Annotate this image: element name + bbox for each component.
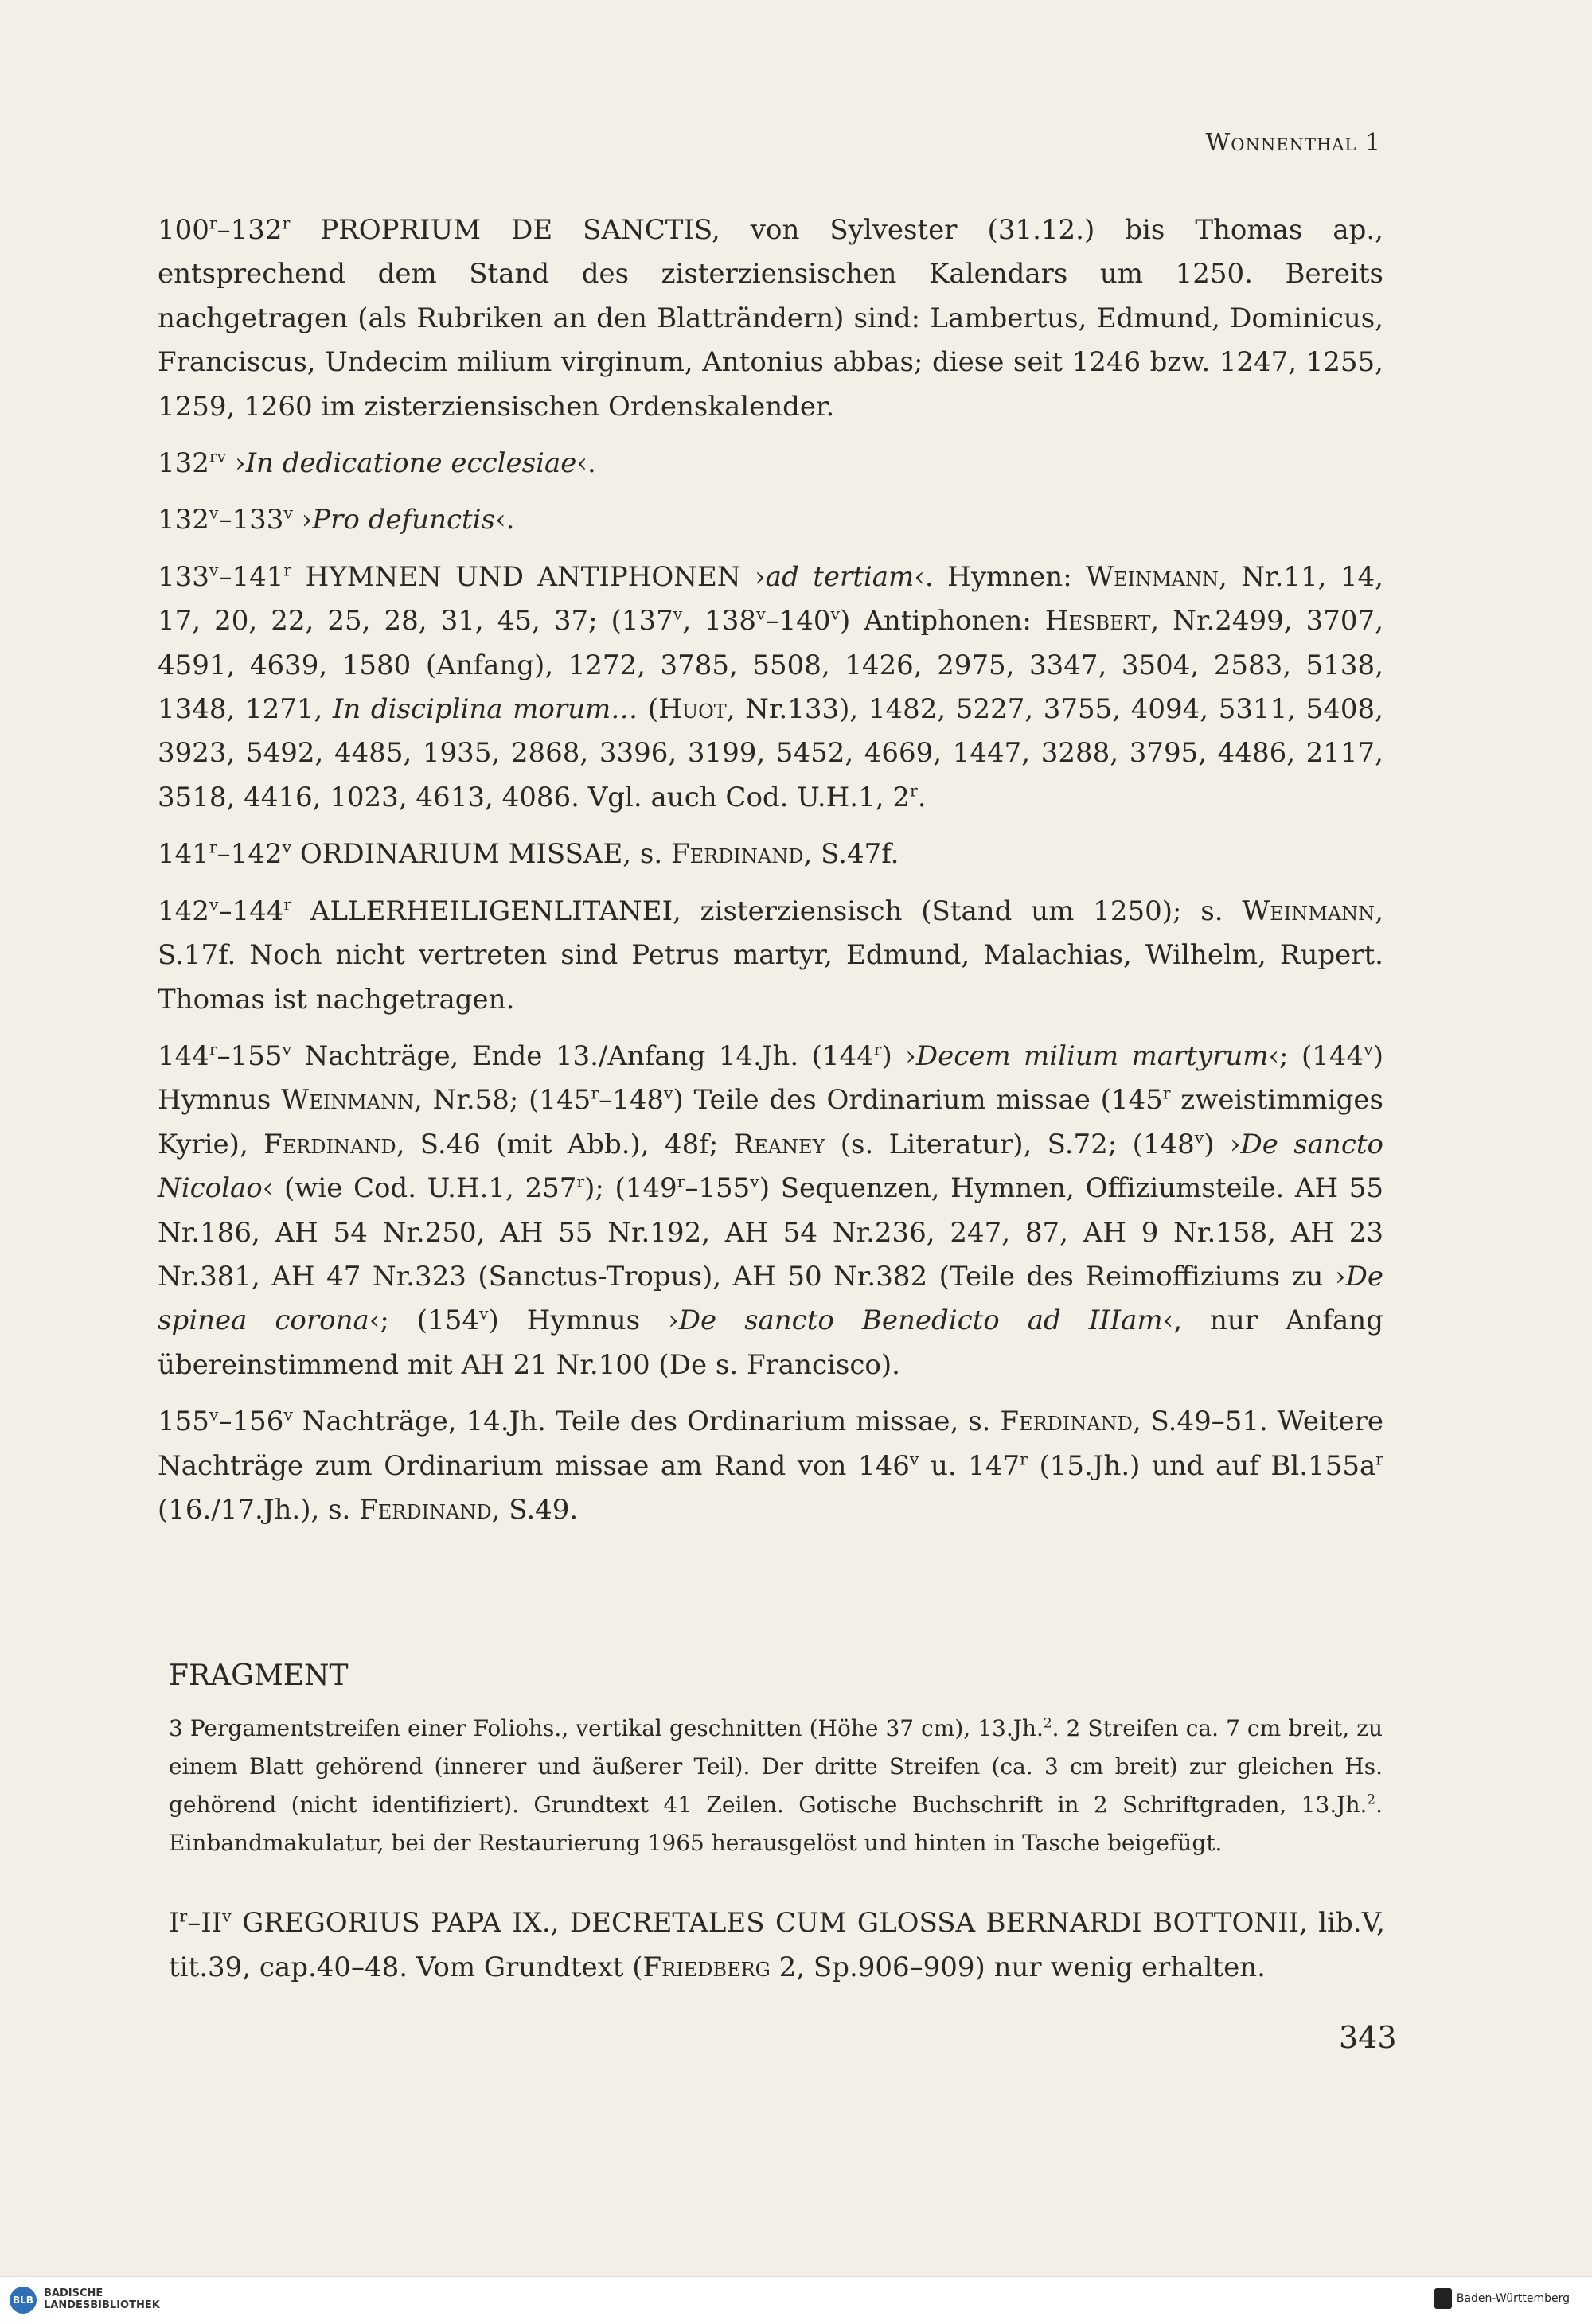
running-head: Wonnenthal 1: [1205, 129, 1381, 157]
entry-proprium: 100$^r$–132$^r$ PROPRIUM DE SANCTIS, von Sylvester (31.12.) bis Thomas ap., entsprechend dem Stand des zisterziensischen Kalendars um 1250. Bereits nachgetragen (als Rubriken an den Blatträndern) sind: Lambertus, Edmund, Dominicus, Franciscus, Undecim milium virginum, Antonius abbas; diese seit 1246 bzw. 1247, 1255, 1259, 1260 im zisterziensischen Ordenskalender.: [158, 213, 1383, 423]
entry-defunctis: 132$^v$–133$^v$ ›Pro defunctis‹.: [158, 504, 515, 536]
state-emblem-icon: [1434, 2288, 1452, 2309]
viewer-footer: [0, 2276, 1592, 2324]
state-logo[interactable]: [1434, 2288, 1570, 2309]
entry-hymnen: 133$^v$–141$^r$ HYMNEN UND ANTIPHONEN ›ad tertiam‹. Hymnen: Weinmann, Nr.11, 14, 17, 20, 22, 25, 28, 31, 45, 37; (137$^v$, 138$^v$–140$^v$) Antiphonen: Hesbert, Nr.2499, 3707, 4591, 4639, 1580 (Anfang), 1272, 3785, 5508, 1426, 2975, 3347, 3504, 2583, 5138, 1348, 1271, In disciplina morum… (Huot, Nr.133), 1482, 5227, 3755, 4094, 5311, 5408, 3923, 5492, 4485, 1935, 2868, 3396, 3199, 5452, 4669, 1447, 3288, 3795, 4486, 2117, 3518, 4416, 1023, 4613, 4086. Vgl. auch Cod. U.H.1, 2$^r$.: [158, 560, 1383, 813]
page-number: 343: [1339, 2020, 1397, 2055]
fragment-heading: FRAGMENT: [169, 1659, 349, 1692]
entry-allerheiligen: 142$^v$–144$^r$ ALLERHEILIGENLITANEI, zisterziensisch (Stand um 1250); s. Weinmann, S.17f. Noch nicht vertreten sind Petrus martyr, Edmund, Malachias, Wilhelm, Rupert. Thomas ist nachgetragen.: [158, 895, 1383, 1016]
library-logo-icon[interactable]: BLB: [10, 2287, 37, 2314]
entry-nachtraege-1: 144$^r$–155$^v$ Nachträge, Ende 13./Anfang 14.Jh. (144$^r$) ›Decem milium martyrum‹; (144$^v$) Hymnus Weinmann, Nr.58; (145$^r$–148$^v$) Teile des Ordinarium missae (145$^r$ zweistimmiges Kyrie), Ferdinand, S.46 (mit Abb.), 48f; Reaney (s. Literatur), S.72; (148$^v$) ›De sancto Nicolao‹ (wie Cod. U.H.1, 257$^r$); (149$^r$–155$^v$) Sequenzen, Hymnen, Offiziumsteile. AH 55 Nr.186, AH 54 Nr.250, AH 55 Nr.192, AH 54 Nr.236, 247, 87, AH 9 Nr.158, AH 23 Nr.381, AH 47 Nr.323 (Sanctus-Tropus), AH 50 Nr.382 (Teile des Reimoffiziums zu ›De spinea corona‹; (154$^v$) Hymnus ›De sancto Benedicto ad IIIam‹, nur Anfang übereinstimmend mit AH 21 Nr.100 (De s. Francisco).: [158, 1039, 1384, 1381]
fragment-description: 3 Pergamentstreifen einer Foliohs., vertikal geschnitten (Höhe 37 cm), 13.Jh.$^2$. 2 Streifen ca. 7 cm breit, zu einem Blatt gehörend (innerer und äußerer Teil). Der dritte Streifen (ca. 3 cm breit) zur gleichen Hs. gehörend (nicht identifiziert). Grundtext 41 Zeilen. Gotische Buchschrift in 2 Schriftgraden, 13.Jh.$^2$. Einbandmakulatur, bei der Restaurierung 1965 herausgelöst und hinten in Tasche beigefügt.: [169, 1714, 1383, 1856]
fragment-entry: $I^r-II^v$ GREGORIUS PAPA IX., DECRETALES CUM GLOSSA BERNARDI BOTTONII, lib.V, tit.39, cap.40–48. Vom Grundtext (Friedberg 2, Sp.906–909) nur wenig erhalten.: [169, 1906, 1385, 1983]
library-name: BADISCHE LANDESBIBLIOTHEK: [44, 2287, 160, 2311]
entry-dedicatione: $132^{rv}$ ›In dedicatione ecclesiae‹.: [158, 446, 596, 480]
entry-ordinarium: 141$^r$–142$^v$ ORDINARIUM MISSAE, s. Ferdinand, S.47f.: [158, 837, 899, 871]
entry-nachtraege-2: 155$^v$–156$^v$ Nachträge, 14.Jh. Teile des Ordinarium missae, s. Ferdinand, S.49–51. Weitere Nachträge zum Ordinarium missae am Rand von 146$^v$ u. 147$^r$ (15.Jh.) und auf $Bl.155a^r$ (16./17.Jh.), s. Ferdinand, S.49.: [158, 1405, 1384, 1526]
state-label: Baden-Württemberg: [1456, 2292, 1570, 2305]
manuscript-entries: [158, 209, 1383, 1545]
